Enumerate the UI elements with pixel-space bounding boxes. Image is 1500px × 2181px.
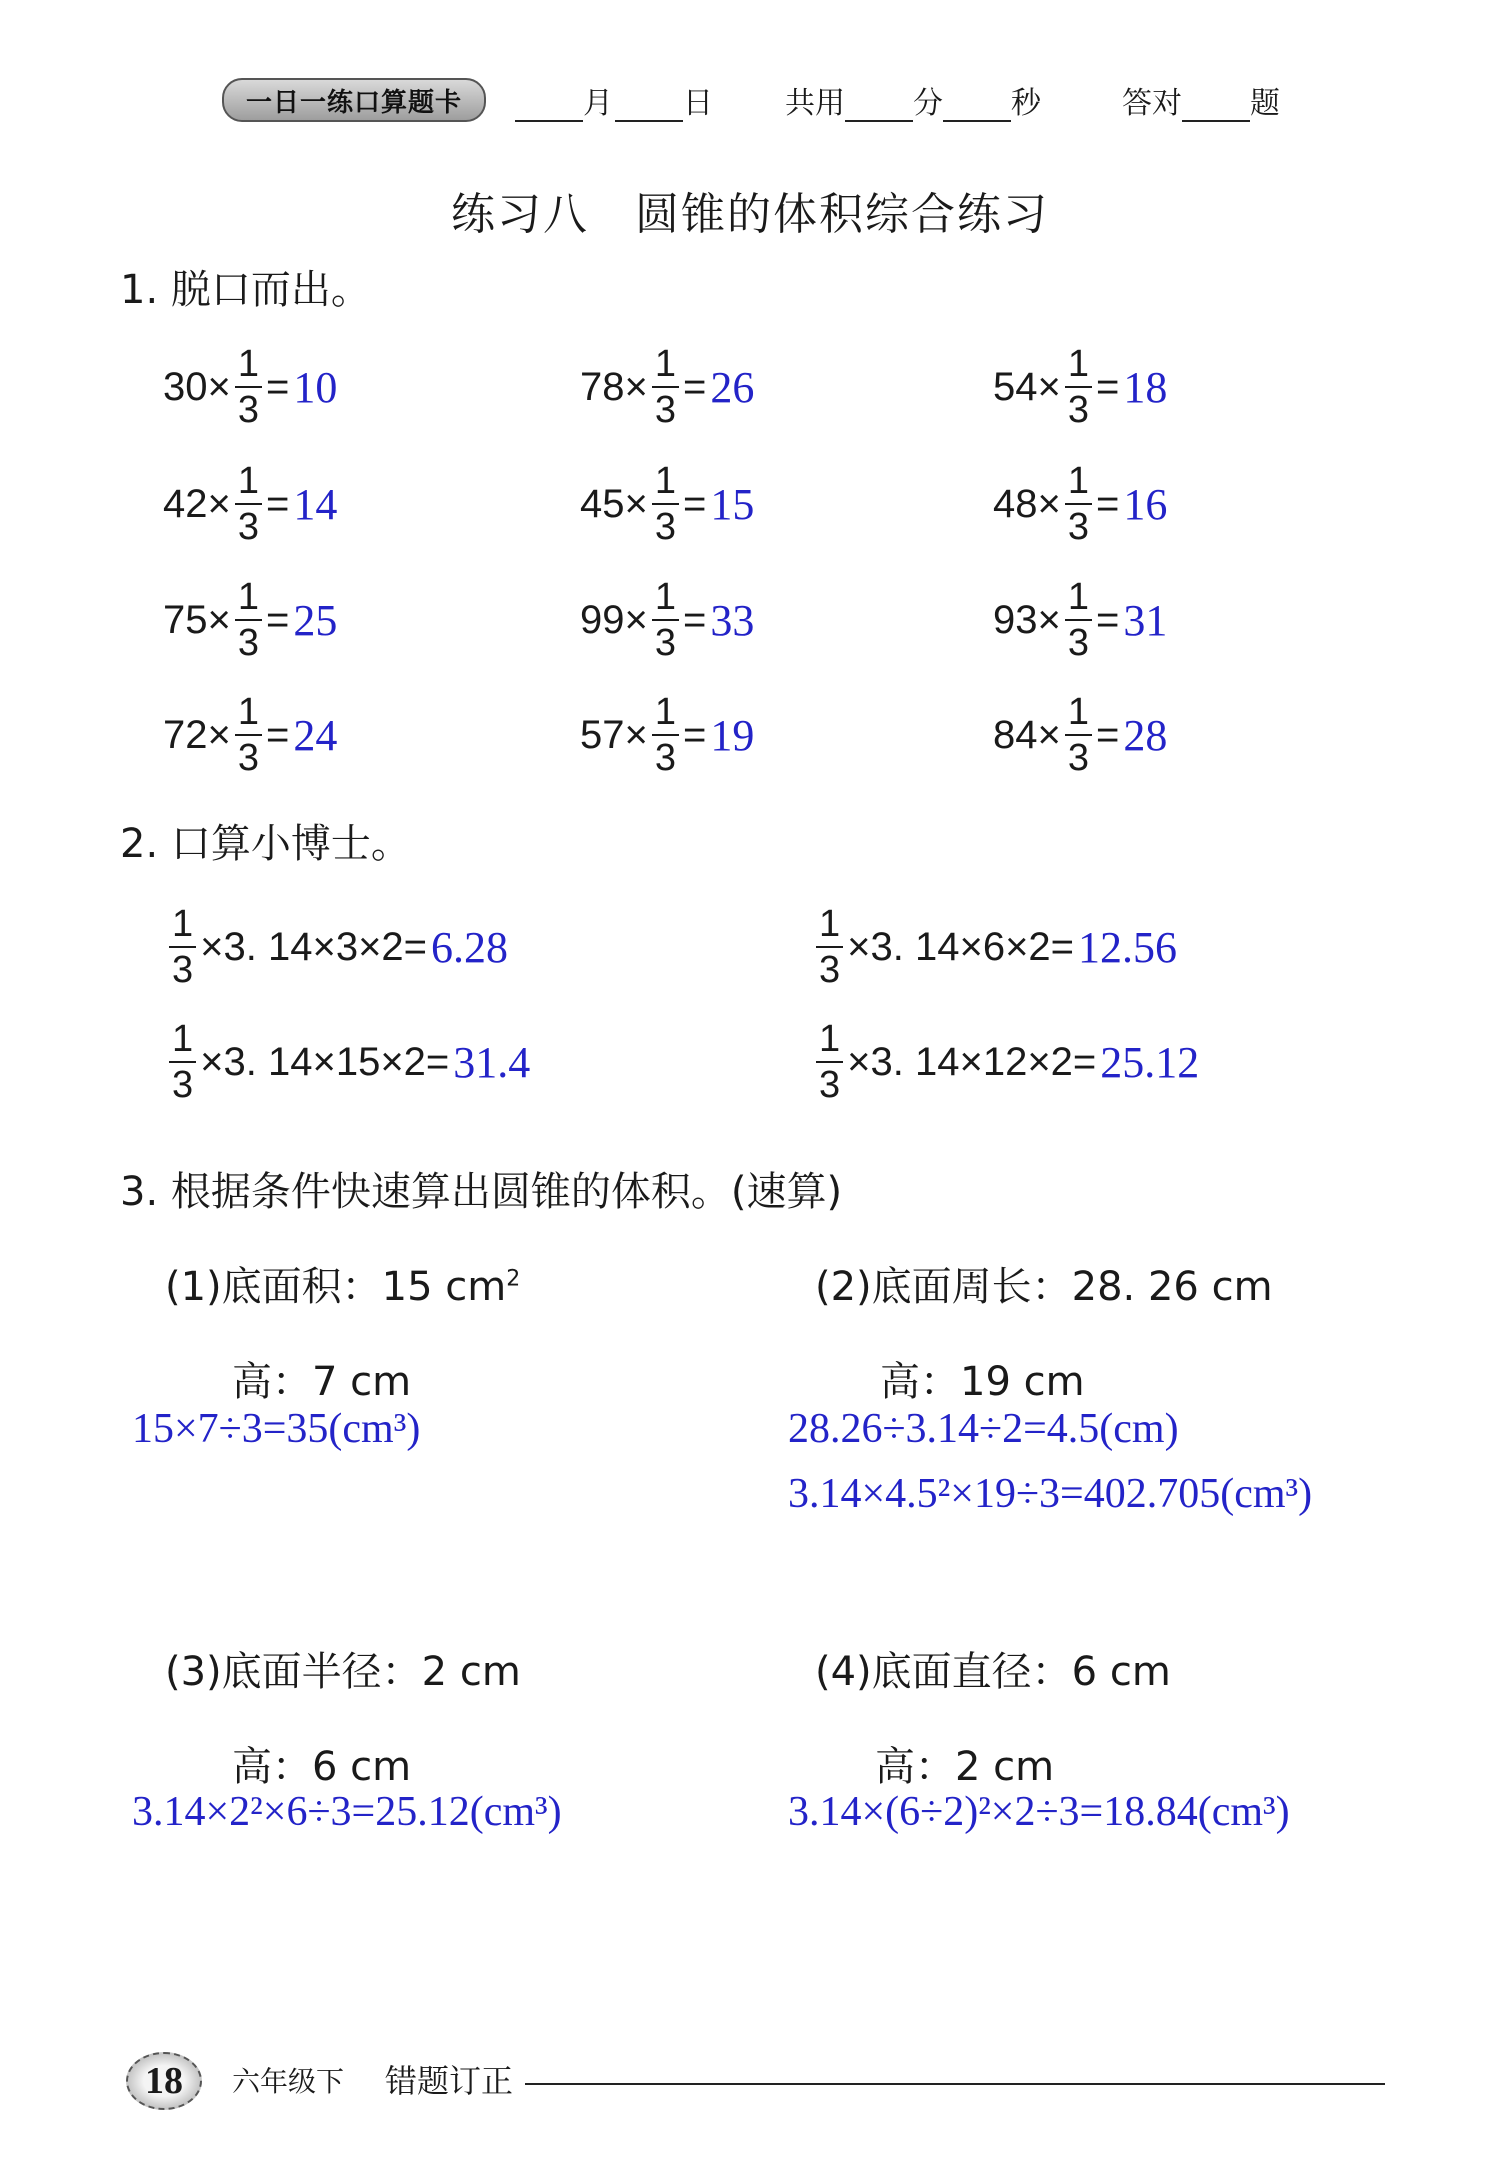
- problem3-height: 高：6 cm: [232, 1744, 412, 1790]
- fraction-denominator: 3: [1065, 619, 1092, 662]
- fraction: [235, 578, 262, 662]
- exercise-operand: 48: [993, 481, 1038, 526]
- exercise-operand: 84: [993, 712, 1038, 757]
- date-day-field: [615, 78, 713, 122]
- fraction-numerator: 1: [237, 576, 259, 618]
- correction-label: 错题订正: [385, 2062, 514, 2100]
- oral-exercise: [580, 345, 754, 429]
- times-sign: ×: [207, 712, 231, 757]
- oral-exercise: [993, 578, 1167, 662]
- grade-label: 六年级下: [232, 2065, 345, 2098]
- problem2-height: 高：19 cm: [880, 1359, 1085, 1405]
- times-sign: ×: [1037, 481, 1061, 526]
- fraction-denominator: 3: [235, 386, 262, 429]
- fraction-denominator: 3: [816, 946, 843, 989]
- page-title: 练习八 圆锥的体积综合练习: [451, 189, 1049, 240]
- times-sign: ×: [207, 364, 231, 409]
- equals-sign: =: [266, 712, 290, 757]
- fraction-numerator: 1: [819, 1018, 841, 1060]
- mental-math-exercise: [812, 905, 1177, 989]
- exercise-answer: 28: [1123, 710, 1168, 760]
- exercise-answer: 25: [293, 595, 338, 645]
- problem2-label: (2)底面周长：28. 26 cm: [815, 1264, 1273, 1310]
- fraction: [1065, 462, 1092, 546]
- exercise-answer: 15: [710, 479, 755, 529]
- fraction-denominator: 3: [1065, 734, 1092, 777]
- seconds-blank[interactable]: [943, 88, 1011, 122]
- exercise-answer: 16: [1123, 479, 1168, 529]
- exercise-operand: 45: [580, 481, 625, 526]
- fraction-denominator: 3: [169, 946, 196, 989]
- exercise-operand: 78: [580, 364, 625, 409]
- exercise-answer: 31: [1123, 595, 1168, 645]
- day-blank[interactable]: [615, 88, 683, 122]
- exercise-answer: 12.56: [1078, 922, 1178, 972]
- oral-exercise: [580, 578, 754, 662]
- oral-exercise: [993, 462, 1167, 546]
- fraction-numerator: 1: [172, 903, 194, 945]
- exercise-answer: 24: [293, 710, 338, 760]
- card-label-badge: 一日一练口算题卡: [222, 78, 486, 122]
- fraction-numerator: 1: [237, 460, 259, 502]
- correct-label: 答对: [1122, 86, 1182, 121]
- equals-sign: =: [1096, 364, 1120, 409]
- fraction: [1065, 693, 1092, 777]
- fraction-numerator: 1: [654, 460, 676, 502]
- expression-rest: ×3. 14×12×2=: [847, 1039, 1097, 1084]
- equals-sign: =: [266, 597, 290, 642]
- times-sign: ×: [1037, 364, 1061, 409]
- fraction-numerator: 1: [1067, 343, 1089, 385]
- fraction-numerator: 1: [654, 691, 676, 733]
- oral-exercise: [163, 345, 337, 429]
- correct-blank[interactable]: [1182, 88, 1250, 122]
- score-field: [1122, 78, 1280, 122]
- page-number-badge: 18: [126, 2052, 202, 2110]
- problem3-label: (3)底面半径：2 cm: [165, 1649, 521, 1695]
- fraction: [816, 1020, 843, 1104]
- fraction-numerator: 1: [237, 343, 259, 385]
- problem4-label: (4)底面直径：6 cm: [815, 1649, 1171, 1695]
- mental-math-exercise: [165, 905, 508, 989]
- exercise-operand: 42: [163, 481, 208, 526]
- minutes-label: 分: [913, 86, 943, 121]
- date-month-field: [515, 78, 613, 122]
- fraction-denominator: 3: [1065, 503, 1092, 546]
- fraction-denominator: 3: [1065, 386, 1092, 429]
- fraction-denominator: 3: [235, 734, 262, 777]
- exercise-operand: 99: [580, 597, 625, 642]
- fraction: [235, 462, 262, 546]
- exercise-answer: 14: [293, 479, 338, 529]
- equals-sign: =: [1096, 712, 1120, 757]
- fraction: [652, 578, 679, 662]
- oral-exercise: [163, 578, 337, 662]
- oral-exercise: [993, 693, 1167, 777]
- fraction-denominator: 3: [235, 619, 262, 662]
- problem1-height: 高：7 cm: [232, 1359, 412, 1405]
- fraction-numerator: 1: [1067, 691, 1089, 733]
- equals-sign: =: [1096, 597, 1120, 642]
- times-sign: ×: [624, 481, 648, 526]
- time-field: [785, 78, 1041, 122]
- fraction-numerator: 1: [1067, 576, 1089, 618]
- section2-heading: 2. 口算小博士。: [120, 821, 411, 867]
- fraction: [169, 1020, 196, 1104]
- problem1-label-sup: 2: [506, 1266, 521, 1292]
- equals-sign: =: [683, 712, 707, 757]
- expression-rest: ×3. 14×6×2=: [847, 924, 1075, 969]
- fraction-denominator: 3: [169, 1061, 196, 1104]
- problem1-solution-line-1: 15×7÷3=35(cm³): [132, 1406, 421, 1452]
- mental-math-exercise: [165, 1020, 530, 1104]
- exercise-operand: 54: [993, 364, 1038, 409]
- fraction: [652, 693, 679, 777]
- oral-exercise: [580, 693, 754, 777]
- section1-heading: 1. 脱口而出。: [120, 267, 371, 313]
- problem2-solution-line-2: 3.14×4.5²×19÷3=402.705(cm³): [788, 1471, 1313, 1517]
- problem2-solution-line-1: 28.26÷3.14÷2=4.5(cm): [788, 1406, 1179, 1452]
- equals-sign: =: [266, 364, 290, 409]
- equals-sign: =: [683, 481, 707, 526]
- correction-line[interactable]: [525, 2083, 1385, 2085]
- problem4-solution-line-1: 3.14×(6÷2)²×2÷3=18.84(cm³): [788, 1789, 1290, 1835]
- expression-rest: ×3. 14×15×2=: [200, 1039, 450, 1084]
- exercise-answer: 31.4: [453, 1037, 531, 1087]
- times-sign: ×: [624, 364, 648, 409]
- equals-sign: =: [683, 597, 707, 642]
- fraction: [816, 905, 843, 989]
- fraction-numerator: 1: [654, 343, 676, 385]
- exercise-operand: 93: [993, 597, 1038, 642]
- exercise-operand: 30: [163, 364, 208, 409]
- exercise-answer: 33: [710, 595, 755, 645]
- problem3-solution-line-1: 3.14×2²×6÷3=25.12(cm³): [132, 1789, 562, 1835]
- questions-label: 题: [1250, 86, 1280, 121]
- equals-sign: =: [266, 481, 290, 526]
- problem4-height: 高：2 cm: [875, 1744, 1055, 1790]
- expression-rest: ×3. 14×3×2=: [200, 924, 428, 969]
- fraction-numerator: 1: [237, 691, 259, 733]
- fraction-denominator: 3: [652, 503, 679, 546]
- equals-sign: =: [683, 364, 707, 409]
- exercise-answer: 10: [293, 362, 338, 412]
- fraction-denominator: 3: [652, 619, 679, 662]
- fraction: [652, 462, 679, 546]
- fraction-denominator: 3: [816, 1061, 843, 1104]
- fraction-numerator: 1: [172, 1018, 194, 1060]
- fraction-numerator: 1: [1067, 460, 1089, 502]
- section3-heading: 3. 根据条件快速算出圆锥的体积。(速算): [120, 1169, 843, 1215]
- exercise-answer: 19: [710, 710, 755, 760]
- month-label: 月: [583, 86, 613, 121]
- fraction: [235, 693, 262, 777]
- times-sign: ×: [1037, 597, 1061, 642]
- exercise-answer: 18: [1123, 362, 1168, 412]
- fraction-denominator: 3: [235, 503, 262, 546]
- times-sign: ×: [1037, 712, 1061, 757]
- times-sign: ×: [624, 712, 648, 757]
- exercise-operand: 72: [163, 712, 208, 757]
- month-blank[interactable]: [515, 88, 583, 122]
- fraction-denominator: 3: [652, 386, 679, 429]
- times-sign: ×: [207, 597, 231, 642]
- oral-exercise: [163, 693, 337, 777]
- equals-sign: =: [1096, 481, 1120, 526]
- fraction: [1065, 345, 1092, 429]
- exercise-operand: 75: [163, 597, 208, 642]
- fraction-numerator: 1: [819, 903, 841, 945]
- exercise-answer: 25.12: [1100, 1037, 1200, 1087]
- fraction-denominator: 3: [652, 734, 679, 777]
- problem1-label: (1)底面积：15 $cm^2$: [165, 1264, 521, 1310]
- fraction: [652, 345, 679, 429]
- fraction-numerator: 1: [654, 576, 676, 618]
- minutes-blank[interactable]: [845, 88, 913, 122]
- total-time-label: 共用: [785, 86, 845, 121]
- day-label: 日: [683, 86, 713, 121]
- fraction: [169, 905, 196, 989]
- seconds-label: 秒: [1011, 86, 1041, 121]
- oral-exercise: [580, 462, 754, 546]
- exercise-answer: 6.28: [431, 922, 509, 972]
- oral-exercise: [993, 345, 1167, 429]
- fraction: [1065, 578, 1092, 662]
- fraction: [235, 345, 262, 429]
- times-sign: ×: [207, 481, 231, 526]
- oral-exercise: [163, 462, 337, 546]
- exercise-operand: 57: [580, 712, 625, 757]
- mental-math-exercise: [812, 1020, 1199, 1104]
- exercise-answer: 26: [710, 362, 755, 412]
- times-sign: ×: [624, 597, 648, 642]
